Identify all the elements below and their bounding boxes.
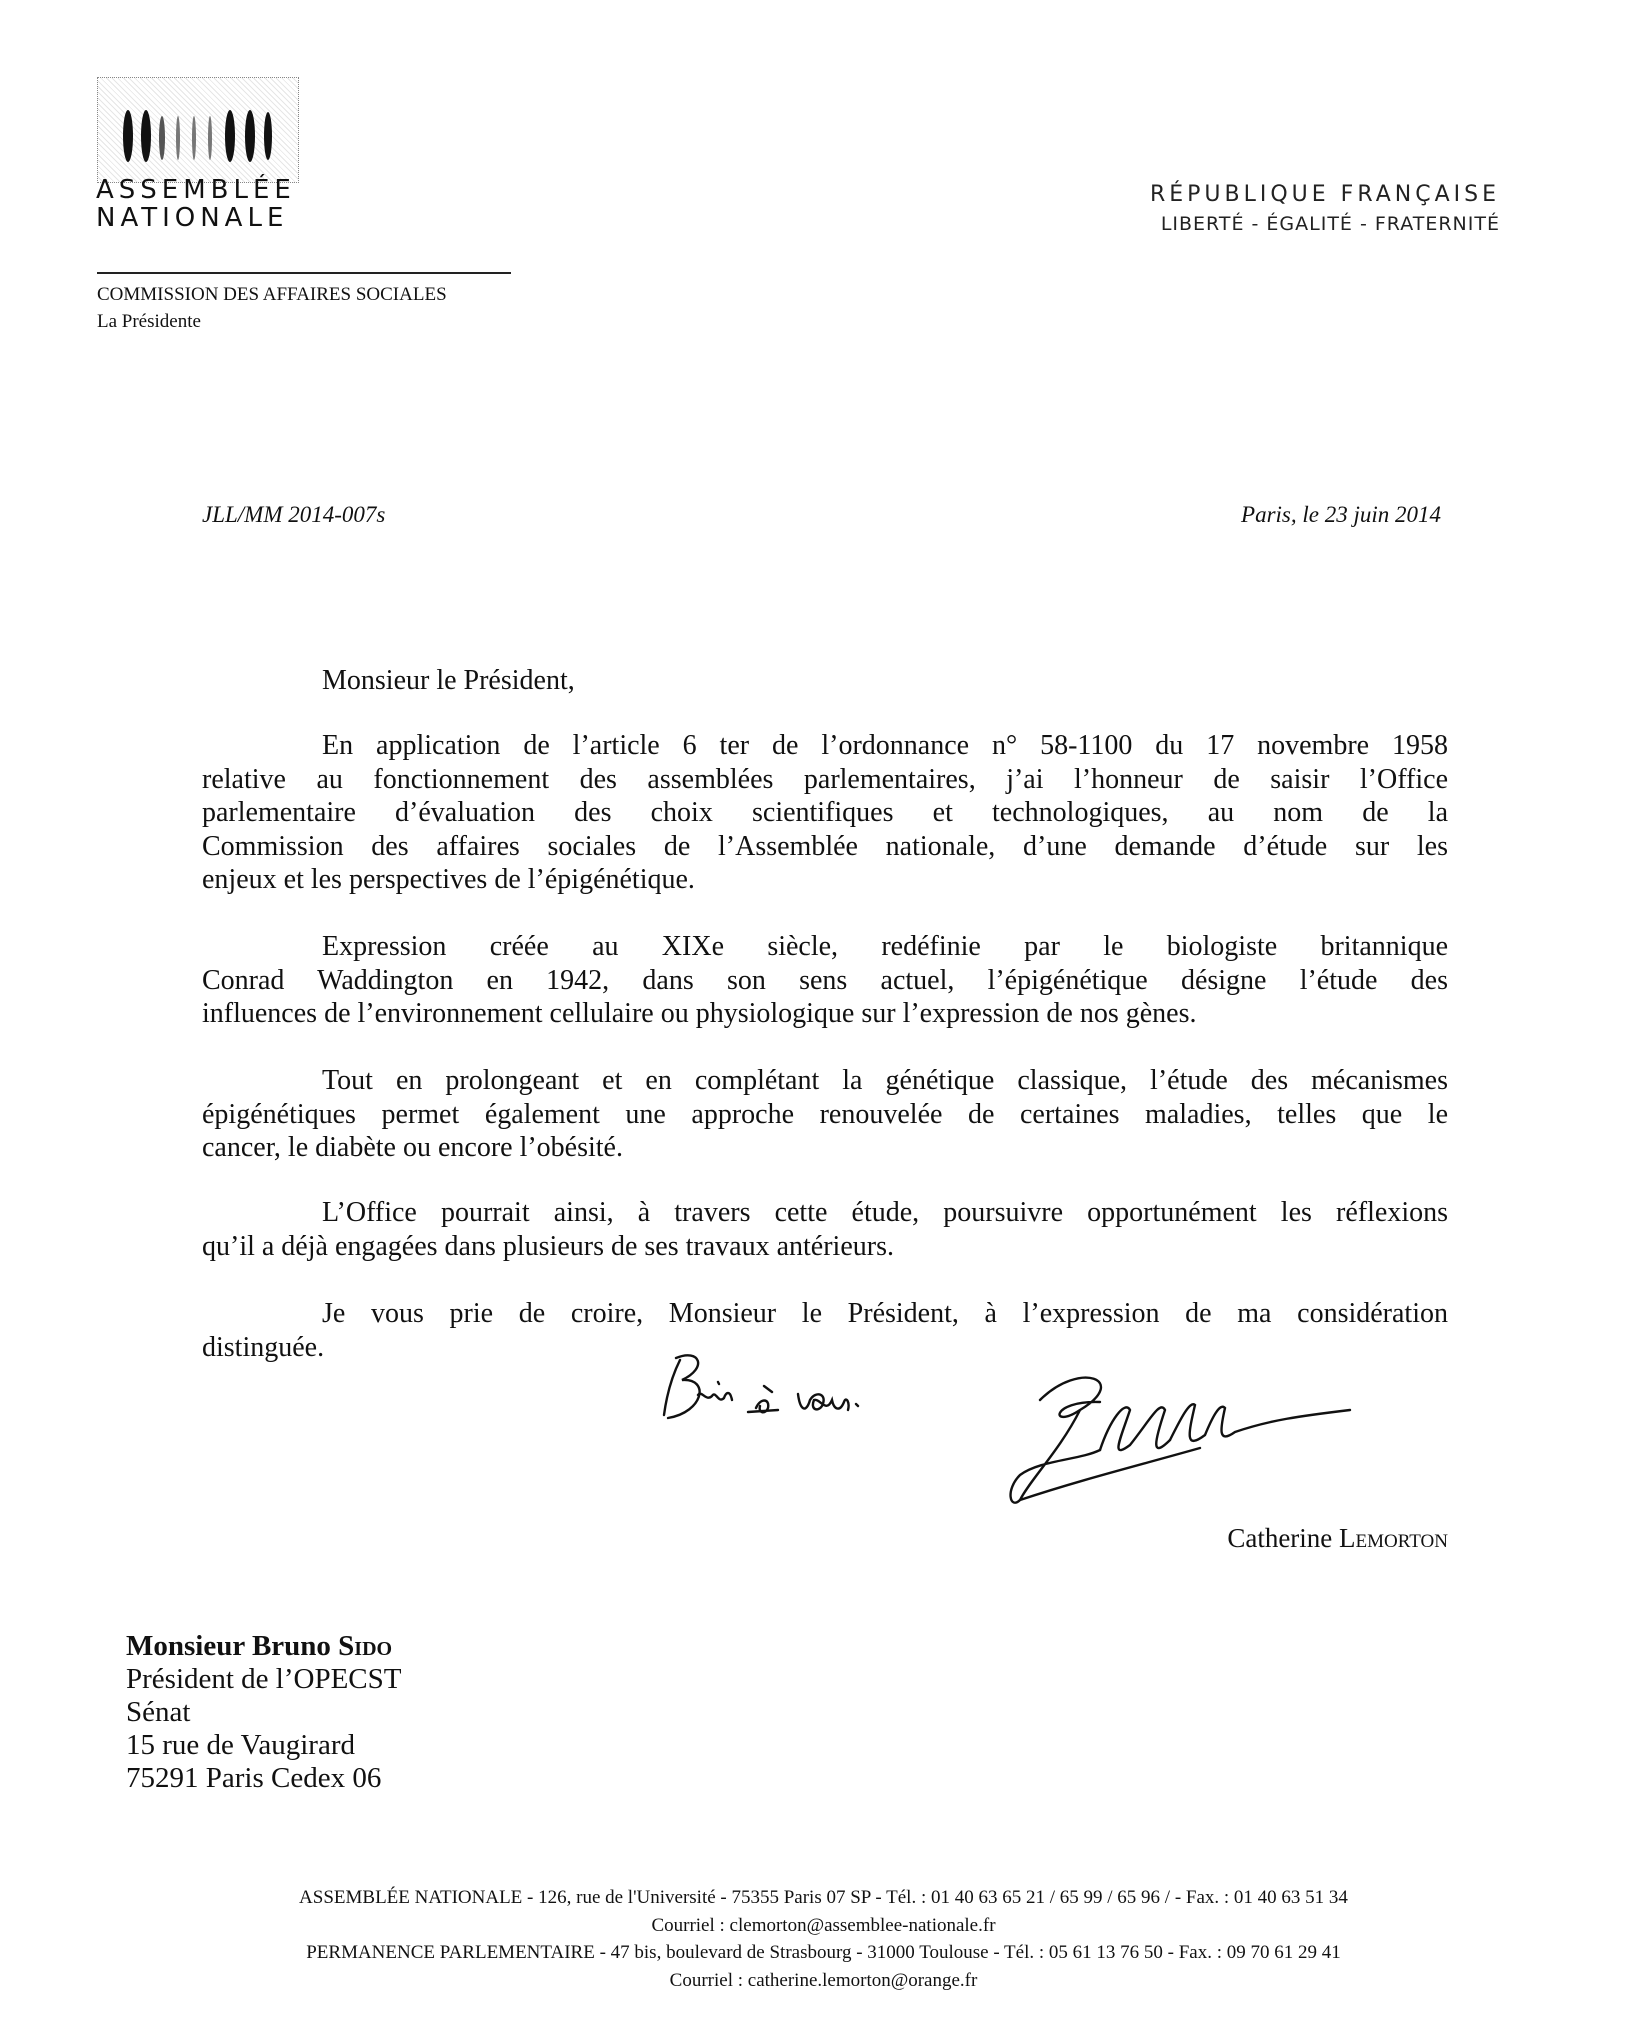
paragraph-3 — [202, 1064, 1448, 1165]
paragraph-1 — [202, 729, 1448, 897]
recipient-address — [126, 1630, 402, 1795]
footer-line: ASSEMBLÉE NATIONALE - 126, rue de l'Université - 75355 Paris 07 SP - Tél. : 01 40 63 65 21 / 65 99 / 65 96 / - Fax. : 01 40 63 51 34 — [299, 1887, 1348, 1908]
text-line: Conrad Waddington en 1942, dans son sens actuel, l’épigénétique désigne l’étude des — [202, 964, 1448, 996]
recipient-line: Sénat — [126, 1696, 191, 1728]
signer-name — [1000, 1523, 1448, 1554]
paragraph-2 — [202, 930, 1448, 1031]
letter-footer — [0, 1884, 1647, 1994]
letter-reference: JLL/MM 2014-007s — [202, 502, 386, 527]
text-line: qu’il a déjà engagées dans plusieurs de ses travaux antérieurs. — [202, 1230, 894, 1262]
recipient-line: 15 rue de Vaugirard — [126, 1729, 355, 1761]
signer-last-name: Lemorton — [1339, 1523, 1448, 1553]
text-line: distinguée. — [202, 1331, 325, 1363]
text-line: cancer, le diabète ou encore l’obésité. — [202, 1132, 623, 1163]
text-line: relative au fonctionnement des assemblées parlementaires, j’ai l’honneur de saisir l’Office — [202, 763, 1448, 795]
text-line: influences de l’environnement cellulaire ou physiologique sur l’expression de nos gènes. — [202, 998, 1197, 1029]
commission-block — [97, 281, 447, 335]
header-divider — [97, 272, 511, 274]
signer-first-name: Catherine — [1227, 1523, 1333, 1553]
paragraph-4 — [202, 1196, 1448, 1263]
logo-line-2: NATIONALE — [96, 203, 289, 233]
salutation: Monsieur le Président, — [322, 665, 575, 696]
footer-line: PERMANENCE PARLEMENTAIRE - 47 bis, boulevard de Strasbourg - 31000 Toulouse - Tél. : 05 61 13 76 50 - Fax. : 09 70 61 29 41 — [306, 1942, 1341, 1963]
recipient-name: Monsieur Bruno Sido — [126, 1630, 393, 1662]
text-line: L’Office pourrait ainsi, à travers cette étude, poursuivre opportunément les réflexions — [322, 1197, 1448, 1228]
recipient-line: 75291 Paris Cedex 06 — [126, 1762, 382, 1794]
text-line: Commission des affaires sociales de l’Assemblée nationale, d’une demande d’étude sur les — [202, 830, 1448, 862]
assemblee-logo — [97, 77, 299, 183]
text-line: enjeux et les perspectives de l’épigénétique. — [202, 864, 695, 895]
footer-email-link: Courriel : clemorton@assemblee-nationale.fr — [651, 1914, 996, 1936]
hemicycle-columns-icon — [98, 78, 298, 182]
logo-line-1: ASSEMBLÉE — [96, 175, 296, 205]
commission-role: La Présidente — [97, 311, 201, 332]
republic-title: RÉPUBLIQUE FRANÇAISE — [1149, 182, 1500, 207]
text-line: parlementaire d’évaluation des choix scientifiques et technologiques, au nom de la — [202, 797, 1448, 828]
text-line: Je vous prie de croire, Monsieur le Président, à l’expression de ma considération — [322, 1298, 1448, 1329]
text-line: épigénétiques permet également une approche renouvelée de certaines maladies, telles que le — [202, 1098, 1448, 1130]
republic-motto: LIBERTÉ - ÉGALITÉ - FRATERNITÉ — [1160, 213, 1500, 235]
logo-text — [96, 176, 296, 232]
text-line: Expression créée au XIXe siècle, redéfinie par le biologiste britannique — [322, 931, 1448, 962]
letter-date: Paris, le 23 juin 2014 — [1241, 502, 1441, 527]
commission-name: COMMISSION DES AFFAIRES SOCIALES — [97, 284, 447, 305]
handwritten-signature — [660, 1340, 1380, 1520]
recipient-line: Président de l’OPECST — [126, 1663, 402, 1695]
footer-email-link: Courriel : catherine.lemorton@orange.fr — [669, 1969, 978, 1991]
text-line: Tout en prolongeant et en complétant la génétique classique, l’étude des mécanismes — [322, 1065, 1448, 1096]
text-line: En application de l’article 6 ter de l’ordonnance n° 58-1100 du 17 novembre 1958 — [322, 730, 1448, 761]
